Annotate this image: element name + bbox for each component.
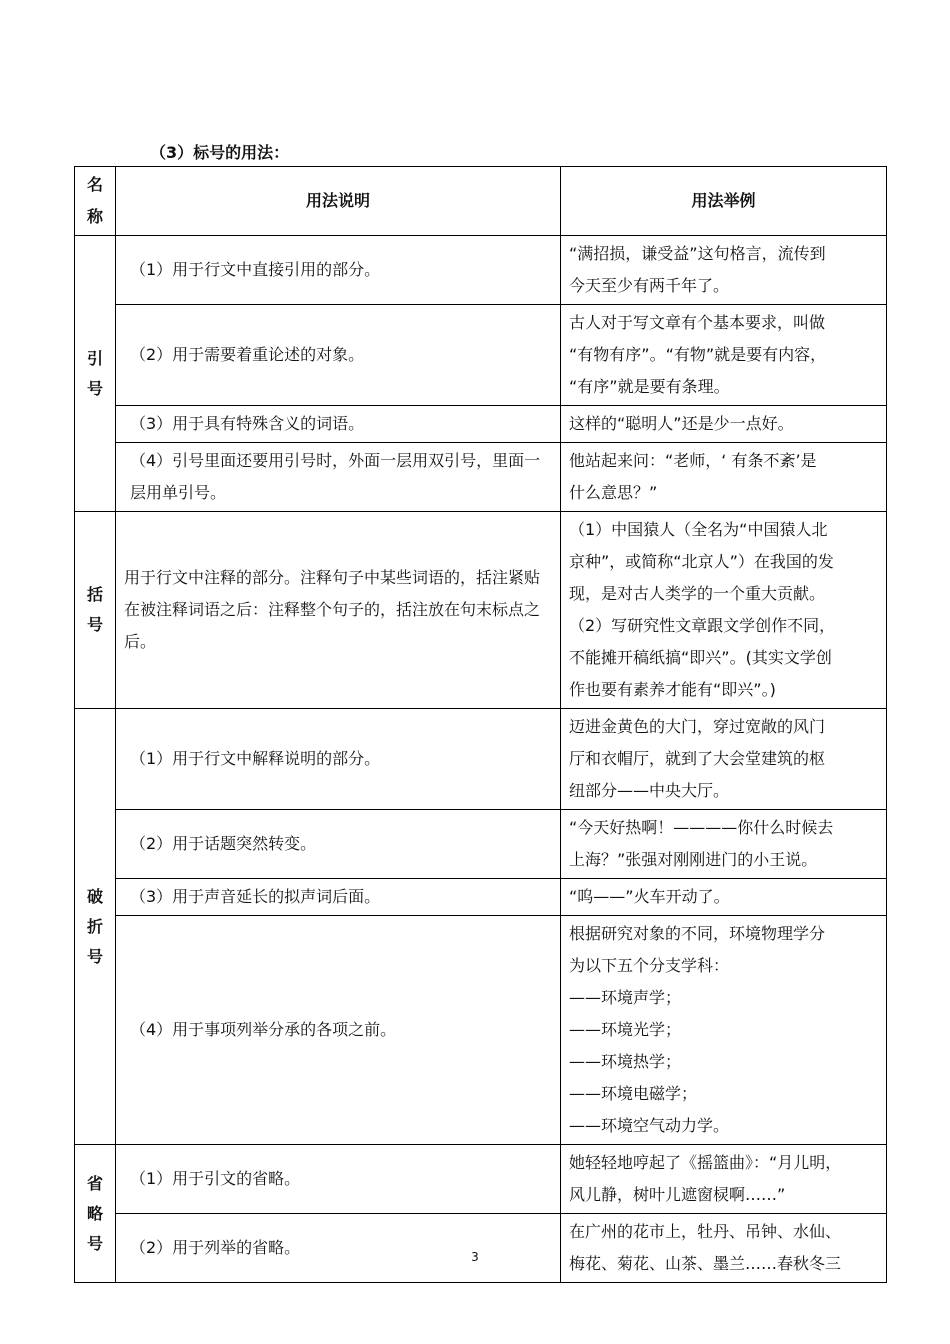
example-line: “有物有序”。“有物”就是要有内容， xyxy=(569,345,827,364)
table-row xyxy=(75,443,887,512)
table-row xyxy=(75,1145,887,1214)
table-row xyxy=(75,1214,887,1283)
example-line: 纽部分——中央大厅。 xyxy=(569,781,730,800)
example-line: ——环境空气动力学。 xyxy=(569,1116,730,1135)
example-line: 不能摊开稿纸搞“即兴”。(其实文学创 xyxy=(569,648,832,667)
example-line: 他站起来问：“老师，‘ 有条不紊’是 xyxy=(569,451,817,470)
usage-cell: （2）用于话题突然转变。 xyxy=(116,810,561,879)
page-number: 3 xyxy=(471,1250,479,1264)
usage-cell: （1）用于引文的省略。 xyxy=(116,1145,561,1214)
usage-cell: （4）用于事项列举分承的各项之前。 xyxy=(116,916,561,1145)
example-line: 在广州的花市上，牡丹、吊钟、水仙、 xyxy=(569,1222,842,1241)
example-line: 这样的“聪明人”还是少一点好。 xyxy=(569,414,794,433)
mark-name-char: 号 xyxy=(86,615,103,634)
example-cell xyxy=(561,236,887,305)
example-line: 古人对于写文章有个基本要求，叫做 xyxy=(569,313,826,332)
mark-name-cell xyxy=(75,236,116,512)
table-body xyxy=(75,236,887,1283)
example-line: ——环境光学； xyxy=(569,1020,682,1039)
example-cell xyxy=(561,916,887,1145)
section-heading: （3）标号的用法： xyxy=(150,143,290,162)
usage-cell: （1）用于行文中直接引用的部分。 xyxy=(116,236,561,305)
header-usage: 用法说明 xyxy=(116,167,561,236)
example-cell xyxy=(561,1145,887,1214)
table-row xyxy=(75,512,887,709)
example-line: “今天好热啊！————你什么时候去 xyxy=(569,818,834,837)
usage-cell: （3）用于具有特殊含义的词语。 xyxy=(116,406,561,443)
example-line: （2）写研究性文章跟文学创作不同， xyxy=(569,616,836,635)
example-line: ——环境声学； xyxy=(569,988,682,1007)
table-row xyxy=(75,406,887,443)
mark-name-cell xyxy=(75,512,116,709)
usage-cell: （4）引号里面还要用引号时，外面一层用双引号，里面一层用单引号。 xyxy=(116,443,561,512)
example-line: 现，是对古人类学的一个重大贡献。 xyxy=(569,584,826,603)
usage-cell: 用于行文中注释的部分。注释句子中某些词语的，括注紧贴在被注释词语之后：注释整个句子的，括注放在句末标点之后。 xyxy=(116,512,561,709)
usage-cell: （3）用于声音延长的拟声词后面。 xyxy=(116,879,561,916)
example-line: 今天至少有两千年了。 xyxy=(569,276,730,295)
table-row xyxy=(75,236,887,305)
example-line: 迈进金黄色的大门，穿过宽敞的风门 xyxy=(569,717,826,736)
example-line: 根据研究对象的不同，环境物理学分 xyxy=(569,924,826,943)
table-row xyxy=(75,305,887,406)
example-cell xyxy=(561,406,887,443)
usage-cell: （2）用于需要着重论述的对象。 xyxy=(116,305,561,406)
example-line: 什么意思？” xyxy=(569,483,658,502)
example-line: “满招损，谦受益”这句格言，流传到 xyxy=(569,244,826,263)
example-cell xyxy=(561,443,887,512)
example-line: “有序”就是要有条理。 xyxy=(569,377,730,396)
table-row xyxy=(75,879,887,916)
example-line: ——环境热学； xyxy=(569,1052,682,1071)
header-name xyxy=(75,167,116,236)
example-line: ——环境电磁学； xyxy=(569,1084,698,1103)
mark-name-char: 省 xyxy=(86,1173,103,1193)
example-line: 她轻轻地哼起了《摇篮曲》：“月儿明， xyxy=(569,1153,842,1172)
usage-cell: （1）用于行文中解释说明的部分。 xyxy=(116,709,561,810)
example-line: 厅和衣帽厅，就到了大会堂建筑的枢 xyxy=(569,749,826,768)
punctuation-usage-table xyxy=(74,166,887,1283)
example-line: 作也要有素养才能有“即兴”。) xyxy=(569,680,776,699)
header-name-char: 称 xyxy=(86,207,103,226)
example-line: 风儿静，树叶儿遮窗棂啊……” xyxy=(569,1185,786,1204)
mark-name-char: 破 xyxy=(86,886,103,906)
example-line: 为以下五个分支学科： xyxy=(569,956,730,975)
table-header-row xyxy=(75,167,887,236)
table-row xyxy=(75,810,887,879)
example-line: 京种”，或简称“北京人”）在我国的发 xyxy=(569,552,834,571)
usage-cell: （2）用于列举的省略。 xyxy=(116,1214,561,1283)
mark-name-char: 号 xyxy=(86,946,103,966)
example-cell xyxy=(561,810,887,879)
example-line: 上海？”张强对刚刚进门的小王说。 xyxy=(569,850,818,869)
mark-name-char: 略 xyxy=(86,1203,103,1223)
mark-name-char: 折 xyxy=(86,916,103,936)
header-name-char: 名 xyxy=(86,175,103,194)
mark-name-char: 号 xyxy=(86,1233,103,1253)
example-line: 梅花、菊花、山茶、墨兰……春秋冬三 xyxy=(569,1254,842,1273)
mark-name-cell xyxy=(75,709,116,1145)
example-cell xyxy=(561,512,887,709)
header-example: 用法举例 xyxy=(561,167,887,236)
table-row xyxy=(75,916,887,1145)
example-line: “呜——”火车开动了。 xyxy=(569,887,730,906)
mark-name-char: 引 xyxy=(86,348,103,368)
mark-name-char: 号 xyxy=(86,378,103,398)
example-cell xyxy=(561,709,887,810)
mark-name-char: 括 xyxy=(86,585,103,604)
example-cell xyxy=(561,305,887,406)
example-line: （1）中国猿人（全名为“中国猿人北 xyxy=(569,520,828,539)
example-cell xyxy=(561,879,887,916)
example-cell xyxy=(561,1214,887,1283)
table-row xyxy=(75,709,887,810)
